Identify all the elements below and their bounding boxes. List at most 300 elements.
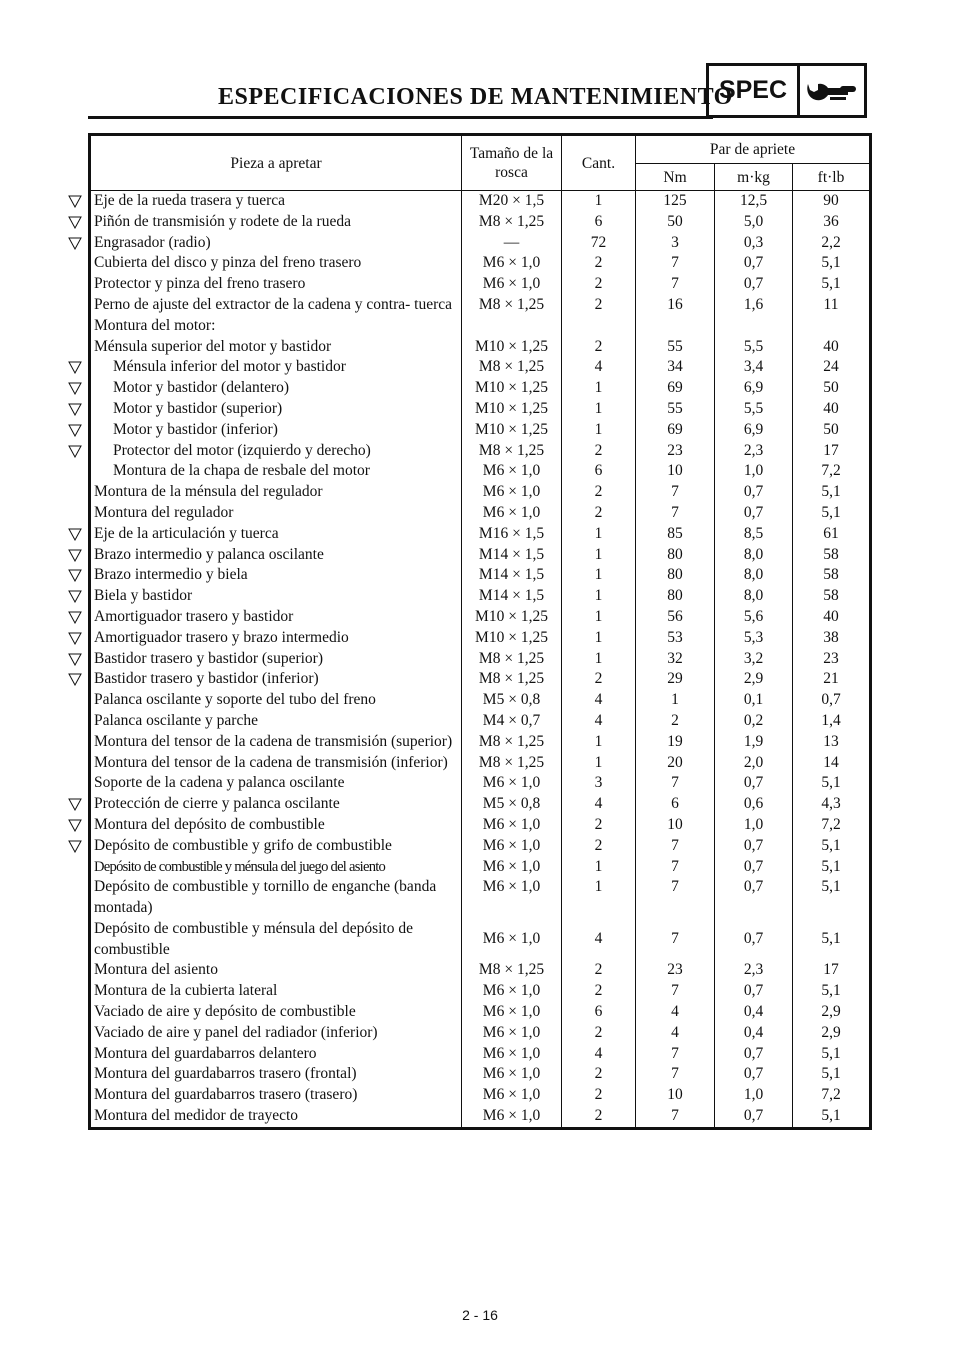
cell-qty: 2 — [562, 669, 636, 690]
cell-mkg: 0,7 — [715, 919, 793, 961]
cell-mkg: 0,7 — [715, 1106, 793, 1128]
cell-part: Perno de ajuste del extractor de la cadena y contra- tuerca — [94, 295, 453, 313]
cell-part: Montura del medidor de trayecto — [94, 1107, 299, 1125]
cell-nm: 80 — [636, 565, 715, 586]
cell-ftlb: 21 — [793, 669, 871, 690]
cell-mkg: 5,5 — [715, 399, 793, 420]
cell-mkg: 0,2 — [715, 711, 793, 732]
cell-ftlb: 17 — [793, 960, 871, 981]
cell-mkg: 0,4 — [715, 1002, 793, 1023]
cell-ftlb: 5,1 — [793, 877, 871, 919]
table-row — [90, 212, 871, 233]
table-row — [90, 420, 871, 441]
table-row — [90, 711, 871, 732]
cell-mkg: 6,9 — [715, 420, 793, 441]
table-row — [90, 815, 871, 836]
cell-part: Bastidor trasero y bastidor (inferior) — [94, 670, 319, 688]
cell-qty: 1 — [562, 524, 636, 545]
cell-nm: 10 — [636, 815, 715, 836]
cell-thread: M10 × 1,25 — [462, 607, 562, 628]
cell-ftlb: 2,9 — [793, 1002, 871, 1023]
cell-qty: 2 — [562, 1064, 636, 1085]
cell-mkg: 2,9 — [715, 669, 793, 690]
cell-ftlb: 50 — [793, 420, 871, 441]
cell-part: Montura del regulador — [94, 503, 234, 521]
cell-qty: 4 — [562, 690, 636, 711]
cell-ftlb: 58 — [793, 565, 871, 586]
cell-nm: 50 — [636, 212, 715, 233]
header-mkg: m·kg — [715, 164, 793, 191]
cell-qty: 6 — [562, 461, 636, 482]
wrench-icon — [800, 66, 864, 115]
cell-nm: 3 — [636, 233, 715, 254]
cell-nm: 56 — [636, 607, 715, 628]
triangle-mark-icon — [68, 840, 82, 853]
cell-nm — [636, 316, 715, 337]
cell-part: Motor y bastidor (delantero) — [113, 379, 290, 397]
cell-thread: M6 × 1,0 — [462, 482, 562, 503]
cell-part: Eje de la articulación y tuerca — [94, 524, 279, 542]
cell-part: Palanca oscilante y soporte del tubo del freno — [94, 691, 376, 709]
cell-thread: — — [462, 233, 562, 254]
cell-mkg: 0,7 — [715, 857, 793, 878]
triangle-mark-icon — [68, 673, 82, 686]
cell-nm: 69 — [636, 378, 715, 399]
cell-part: Amortiguador trasero y brazo intermedio — [94, 628, 349, 646]
cell-thread: M6 × 1,0 — [462, 773, 562, 794]
cell-thread: M14 × 1,5 — [462, 586, 562, 607]
triangle-mark-icon — [68, 653, 82, 666]
cell-qty: 1 — [562, 877, 636, 919]
cell-ftlb: 14 — [793, 753, 871, 774]
cell-part: Protector del motor (izquierdo y derecho) — [113, 441, 371, 459]
cell-part: Brazo intermedio y biela — [94, 566, 248, 584]
cell-ftlb: 13 — [793, 732, 871, 753]
cell-mkg: 3,2 — [715, 649, 793, 670]
cell-qty: 1 — [562, 545, 636, 566]
cell-ftlb: 2,2 — [793, 233, 871, 254]
cell-qty: 4 — [562, 1044, 636, 1065]
cell-ftlb: 23 — [793, 649, 871, 670]
cell-ftlb: 11 — [793, 295, 871, 316]
cell-mkg: 8,0 — [715, 565, 793, 586]
header-ftlb: ft·lb — [793, 164, 871, 191]
cell-qty: 1 — [562, 399, 636, 420]
cell-ftlb: 5,1 — [793, 503, 871, 524]
cell-ftlb: 4,3 — [793, 794, 871, 815]
cell-mkg: 5,3 — [715, 628, 793, 649]
cell-nm: 7 — [636, 482, 715, 503]
table-row — [90, 1023, 871, 1044]
cell-part: Montura del asiento — [94, 961, 218, 979]
cell-qty — [562, 316, 636, 337]
cell-nm: 16 — [636, 295, 715, 316]
cell-part: Montura de la cubierta lateral — [94, 982, 278, 1000]
cell-part: Depósito de combustible y ménsula del depósito de combustible — [94, 919, 413, 958]
cell-part: Brazo intermedio y palanca oscilante — [94, 545, 324, 563]
cell-thread: M6 × 1,0 — [462, 1023, 562, 1044]
cell-nm: 6 — [636, 794, 715, 815]
cell-mkg: 6,9 — [715, 378, 793, 399]
table-row — [90, 857, 871, 878]
cell-qty: 2 — [562, 503, 636, 524]
cell-part: Cubierta del disco y pinza del freno trasero — [94, 254, 362, 272]
cell-part: Piñón de transmisión y rodete de la rueda — [94, 212, 351, 230]
cell-qty: 1 — [562, 191, 636, 212]
cell-part: Amortiguador trasero y bastidor — [94, 607, 294, 625]
table-row — [90, 253, 871, 274]
triangle-mark-icon — [68, 632, 82, 645]
triangle-mark-icon — [68, 569, 82, 582]
cell-ftlb: 5,1 — [793, 274, 871, 295]
cell-ftlb: 5,1 — [793, 1064, 871, 1085]
cell-part: Montura del guardabarros delantero — [94, 1044, 317, 1062]
cell-part: Soporte de la cadena y palanca oscilante — [94, 774, 345, 792]
cell-thread: M5 × 0,8 — [462, 690, 562, 711]
cell-ftlb: 5,1 — [793, 836, 871, 857]
cell-ftlb: 61 — [793, 524, 871, 545]
cell-nm: 7 — [636, 1044, 715, 1065]
cell-mkg: 5,6 — [715, 607, 793, 628]
cell-thread: M6 × 1,0 — [462, 461, 562, 482]
cell-nm: 7 — [636, 919, 715, 961]
table-row — [90, 461, 871, 482]
header-thread-text: Tamaño de la rosca — [469, 145, 554, 181]
cell-nm: 7 — [636, 1064, 715, 1085]
cell-qty: 72 — [562, 233, 636, 254]
cell-qty: 1 — [562, 607, 636, 628]
cell-thread — [462, 316, 562, 337]
cell-mkg: 0,1 — [715, 690, 793, 711]
cell-thread: M10 × 1,25 — [462, 399, 562, 420]
cell-thread: M6 × 1,0 — [462, 1064, 562, 1085]
spec-badge — [706, 63, 867, 118]
cell-thread: M14 × 1,5 — [462, 545, 562, 566]
cell-nm: 29 — [636, 669, 715, 690]
cell-thread: M10 × 1,25 — [462, 628, 562, 649]
cell-mkg — [715, 316, 793, 337]
table-row — [90, 1044, 871, 1065]
table-row — [90, 274, 871, 295]
cell-thread: M6 × 1,0 — [462, 836, 562, 857]
cell-ftlb: 0,7 — [793, 690, 871, 711]
cell-qty: 6 — [562, 1002, 636, 1023]
cell-mkg: 0,7 — [715, 836, 793, 857]
table-row — [90, 628, 871, 649]
cell-nm: 32 — [636, 649, 715, 670]
cell-mkg: 0,3 — [715, 233, 793, 254]
cell-qty: 1 — [562, 420, 636, 441]
cell-ftlb: 5,1 — [793, 482, 871, 503]
table-row — [90, 565, 871, 586]
cell-nm: 85 — [636, 524, 715, 545]
cell-qty: 2 — [562, 815, 636, 836]
cell-qty: 2 — [562, 337, 636, 358]
cell-part: Montura de la chapa de resbale del motor — [113, 462, 370, 480]
table-row — [90, 378, 871, 399]
table-row — [90, 482, 871, 503]
header-qty: Cant. — [562, 135, 636, 191]
table-body — [90, 191, 871, 1129]
cell-nm: 10 — [636, 461, 715, 482]
cell-thread: M20 × 1,5 — [462, 191, 562, 212]
table-row — [90, 732, 871, 753]
cell-mkg: 1,9 — [715, 732, 793, 753]
table-row — [90, 503, 871, 524]
cell-thread: M10 × 1,25 — [462, 337, 562, 358]
table-row — [90, 794, 871, 815]
table-row — [90, 1002, 871, 1023]
cell-nm: 2 — [636, 711, 715, 732]
cell-thread: M16 × 1,5 — [462, 524, 562, 545]
cell-ftlb: 40 — [793, 337, 871, 358]
cell-part: Palanca oscilante y parche — [94, 711, 258, 729]
cell-mkg: 0,7 — [715, 877, 793, 919]
cell-part: Depósito de combustible y ménsula del juego del asiento — [94, 858, 386, 875]
table-row — [90, 669, 871, 690]
cell-ftlb: 90 — [793, 191, 871, 212]
cell-part: Motor y bastidor (inferior) — [113, 420, 278, 438]
cell-qty: 2 — [562, 441, 636, 462]
cell-ftlb: 40 — [793, 399, 871, 420]
cell-mkg: 5,0 — [715, 212, 793, 233]
cell-qty: 1 — [562, 857, 636, 878]
cell-ftlb: 5,1 — [793, 1106, 871, 1128]
cell-mkg: 3,4 — [715, 357, 793, 378]
cell-thread: M6 × 1,0 — [462, 253, 562, 274]
cell-thread: M6 × 1,0 — [462, 877, 562, 919]
cell-part: Depósito de combustible y tornillo de enganche (banda montada) — [94, 878, 437, 917]
cell-mkg: 8,0 — [715, 545, 793, 566]
cell-ftlb: 58 — [793, 545, 871, 566]
cell-thread: M6 × 1,0 — [462, 274, 562, 295]
cell-part: Montura del tensor de la cadena de transmisión (inferior) — [94, 753, 448, 771]
cell-ftlb: 5,1 — [793, 919, 871, 961]
cell-nm: 53 — [636, 628, 715, 649]
cell-thread: M8 × 1,25 — [462, 753, 562, 774]
table-row — [90, 357, 871, 378]
cell-thread: M10 × 1,25 — [462, 378, 562, 399]
cell-thread: M8 × 1,25 — [462, 669, 562, 690]
cell-part: Montura del guardabarros trasero (frontal) — [94, 1065, 357, 1083]
cell-part: Ménsula superior del motor y bastidor — [94, 337, 332, 355]
cell-mkg: 8,0 — [715, 586, 793, 607]
cell-nm: 80 — [636, 545, 715, 566]
triangle-mark-icon — [68, 528, 82, 541]
cell-qty: 4 — [562, 711, 636, 732]
table-row — [90, 233, 871, 254]
header-thread — [462, 135, 562, 191]
header-part: Pieza a apretar — [90, 135, 462, 191]
cell-ftlb: 5,1 — [793, 857, 871, 878]
cell-qty: 4 — [562, 357, 636, 378]
cell-ftlb: 5,1 — [793, 773, 871, 794]
cell-ftlb: 5,1 — [793, 981, 871, 1002]
cell-mkg: 1,0 — [715, 461, 793, 482]
table-row — [90, 441, 871, 462]
table-row — [90, 960, 871, 981]
torque-table — [88, 133, 869, 1130]
cell-part: Ménsula inferior del motor y bastidor — [113, 358, 346, 376]
cell-mkg: 1,6 — [715, 295, 793, 316]
cell-nm: 69 — [636, 420, 715, 441]
cell-thread: M6 × 1,0 — [462, 1002, 562, 1023]
table-row — [90, 316, 871, 337]
cell-thread: M6 × 1,0 — [462, 1106, 562, 1128]
table-row — [90, 337, 871, 358]
header-torque: Par de apriete — [636, 135, 871, 164]
cell-part: Montura de la ménsula del regulador — [94, 483, 323, 501]
table-row — [90, 877, 871, 919]
cell-thread: M6 × 1,0 — [462, 1044, 562, 1065]
cell-qty: 1 — [562, 753, 636, 774]
table-row — [90, 919, 871, 961]
cell-nm: 7 — [636, 981, 715, 1002]
cell-mkg: 0,7 — [715, 773, 793, 794]
cell-ftlb: 7,2 — [793, 815, 871, 836]
cell-thread: M8 × 1,25 — [462, 357, 562, 378]
cell-nm: 34 — [636, 357, 715, 378]
triangle-mark-icon — [68, 361, 82, 374]
cell-nm: 23 — [636, 441, 715, 462]
cell-nm: 7 — [636, 836, 715, 857]
cell-nm: 80 — [636, 586, 715, 607]
cell-qty: 6 — [562, 212, 636, 233]
cell-nm: 7 — [636, 877, 715, 919]
cell-mkg: 0,7 — [715, 482, 793, 503]
cell-thread: M8 × 1,25 — [462, 212, 562, 233]
cell-qty: 1 — [562, 586, 636, 607]
cell-thread: M6 × 1,0 — [462, 815, 562, 836]
cell-mkg: 0,7 — [715, 981, 793, 1002]
table-row — [90, 586, 871, 607]
cell-thread: M6 × 1,0 — [462, 503, 562, 524]
cell-ftlb: 7,2 — [793, 461, 871, 482]
cell-mkg: 0,7 — [715, 274, 793, 295]
cell-part: Vaciado de aire y depósito de combustible — [94, 1003, 356, 1021]
table-row — [90, 191, 871, 212]
cell-thread: M14 × 1,5 — [462, 565, 562, 586]
cell-qty: 2 — [562, 1106, 636, 1128]
page-number: 2 - 16 — [462, 1307, 498, 1323]
cell-mkg: 2,3 — [715, 441, 793, 462]
cell-mkg: 5,5 — [715, 337, 793, 358]
cell-part: Bastidor trasero y bastidor (superior) — [94, 649, 323, 667]
table-row — [90, 649, 871, 670]
cell-ftlb: 7,2 — [793, 1085, 871, 1106]
cell-nm: 55 — [636, 337, 715, 358]
cell-thread: M5 × 0,8 — [462, 794, 562, 815]
triangle-mark-icon — [68, 549, 82, 562]
cell-qty: 1 — [562, 378, 636, 399]
cell-thread: M6 × 1,0 — [462, 857, 562, 878]
title-underline — [88, 116, 713, 119]
cell-ftlb: 40 — [793, 607, 871, 628]
cell-nm: 7 — [636, 773, 715, 794]
table-row — [90, 524, 871, 545]
triangle-mark-icon — [68, 403, 82, 416]
cell-qty: 1 — [562, 649, 636, 670]
cell-nm: 125 — [636, 191, 715, 212]
cell-mkg: 2,0 — [715, 753, 793, 774]
cell-qty: 2 — [562, 253, 636, 274]
cell-nm: 4 — [636, 1002, 715, 1023]
cell-part: Protección de cierre y palanca oscilante — [94, 795, 340, 813]
cell-ftlb — [793, 316, 871, 337]
cell-qty: 4 — [562, 919, 636, 961]
cell-part: Protector y pinza del freno trasero — [94, 275, 306, 293]
cell-ftlb: 36 — [793, 212, 871, 233]
table-row — [90, 690, 871, 711]
cell-thread: M4 × 0,7 — [462, 711, 562, 732]
table-row — [90, 773, 871, 794]
triangle-mark-icon — [68, 424, 82, 437]
cell-mkg: 12,5 — [715, 191, 793, 212]
cell-nm: 7 — [636, 1106, 715, 1128]
cell-part: Montura del motor: — [94, 316, 216, 334]
table-row — [90, 545, 871, 566]
cell-qty: 2 — [562, 960, 636, 981]
cell-mkg: 1,0 — [715, 815, 793, 836]
cell-mkg: 0,4 — [715, 1023, 793, 1044]
cell-nm: 7 — [636, 503, 715, 524]
triangle-mark-icon — [68, 382, 82, 395]
cell-qty: 4 — [562, 794, 636, 815]
cell-qty: 3 — [562, 773, 636, 794]
cell-mkg: 0,7 — [715, 503, 793, 524]
cell-nm: 23 — [636, 960, 715, 981]
cell-nm: 55 — [636, 399, 715, 420]
cell-ftlb: 1,4 — [793, 711, 871, 732]
triangle-mark-icon — [68, 590, 82, 603]
cell-ftlb: 50 — [793, 378, 871, 399]
cell-thread: M10 × 1,25 — [462, 420, 562, 441]
cell-qty: 2 — [562, 1085, 636, 1106]
triangle-mark-icon — [68, 611, 82, 624]
cell-thread: M6 × 1,0 — [462, 981, 562, 1002]
cell-thread: M8 × 1,25 — [462, 732, 562, 753]
cell-part: Montura del depósito de combustible — [94, 815, 325, 833]
table-row — [90, 399, 871, 420]
cell-qty: 1 — [562, 628, 636, 649]
table-row — [90, 1064, 871, 1085]
cell-part: Motor y bastidor (superior) — [113, 399, 283, 417]
cell-part: Biela y bastidor — [94, 587, 193, 605]
cell-mkg: 8,5 — [715, 524, 793, 545]
table-row — [90, 836, 871, 857]
cell-ftlb: 17 — [793, 441, 871, 462]
cell-nm: 19 — [636, 732, 715, 753]
header-nm: Nm — [636, 164, 715, 191]
spec-label: SPEC — [709, 66, 800, 115]
cell-mkg: 2,3 — [715, 960, 793, 981]
table-row — [90, 1085, 871, 1106]
cell-thread: M8 × 1,25 — [462, 649, 562, 670]
cell-ftlb: 2,9 — [793, 1023, 871, 1044]
cell-qty: 1 — [562, 732, 636, 753]
cell-qty: 2 — [562, 836, 636, 857]
cell-ftlb: 24 — [793, 357, 871, 378]
cell-mkg: 0,7 — [715, 253, 793, 274]
triangle-mark-icon — [68, 195, 82, 208]
cell-ftlb: 5,1 — [793, 253, 871, 274]
triangle-mark-icon — [68, 237, 82, 250]
cell-qty: 1 — [562, 565, 636, 586]
cell-mkg: 0,7 — [715, 1044, 793, 1065]
cell-nm: 4 — [636, 1023, 715, 1044]
cell-nm: 7 — [636, 274, 715, 295]
cell-qty: 2 — [562, 482, 636, 503]
